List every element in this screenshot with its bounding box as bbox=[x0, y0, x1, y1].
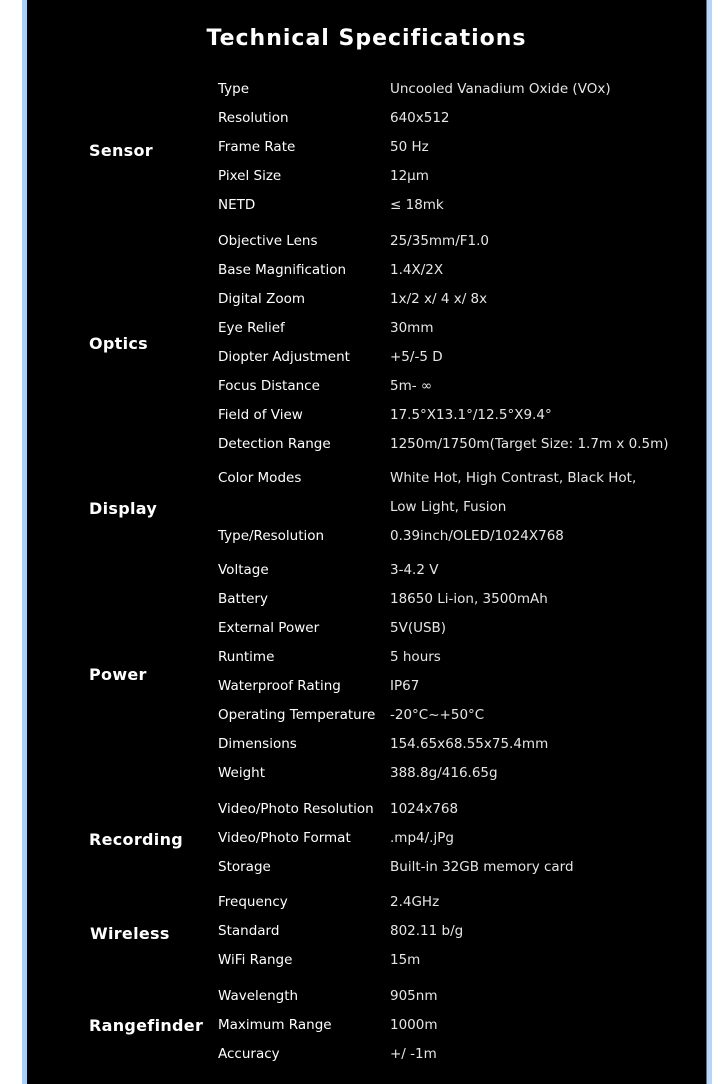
spec-key: Digital Zoom bbox=[218, 291, 305, 307]
spec-panel bbox=[27, 0, 706, 1084]
spec-value: IP67 bbox=[390, 678, 420, 694]
spec-key: Voltage bbox=[218, 562, 269, 578]
spec-value: 5V(USB) bbox=[390, 620, 447, 636]
spec-key: Video/Photo Format bbox=[218, 830, 351, 846]
spec-key: Waterproof Rating bbox=[218, 678, 341, 694]
spec-value: 15m bbox=[390, 952, 421, 968]
spec-value: 25/35mm/F1.0 bbox=[390, 233, 489, 249]
spec-key: Objective Lens bbox=[218, 233, 318, 249]
spec-value: +/ -1m bbox=[390, 1046, 437, 1062]
spec-key: Operating Temperature bbox=[218, 707, 376, 723]
group-label: Power bbox=[89, 665, 147, 684]
spec-key: Maximum Range bbox=[218, 1017, 332, 1033]
spec-value: 12μm bbox=[390, 168, 429, 184]
spec-value: 1.4X/2X bbox=[390, 262, 444, 278]
spec-key: Storage bbox=[218, 859, 271, 875]
spec-value: 1x/2 x/ 4 x/ 8x bbox=[390, 291, 488, 307]
spec-value: White Hot, High Contrast, Black Hot, bbox=[390, 470, 637, 486]
spec-key: Weight bbox=[218, 765, 266, 781]
spec-value: Uncooled Vanadium Oxide (VOx) bbox=[390, 81, 611, 97]
group-label: Sensor bbox=[89, 141, 153, 160]
spec-value: 154.65x68.55x75.4mm bbox=[390, 736, 549, 752]
spec-value: 5 hours bbox=[390, 649, 441, 665]
spec-value: 2.4GHz bbox=[390, 894, 440, 910]
spec-key: Wavelength bbox=[218, 988, 299, 1004]
spec-key: Base Magnification bbox=[218, 262, 347, 278]
spec-key: Frequency bbox=[218, 894, 288, 910]
spec-key: Type/Resolution bbox=[218, 528, 325, 544]
group-label: Recording bbox=[89, 830, 184, 849]
spec-value: 905nm bbox=[390, 988, 438, 1004]
spec-value: 640x512 bbox=[390, 110, 450, 126]
spec-value: 1024x768 bbox=[390, 801, 459, 817]
spec-value: 18650 Li-ion, 3500mAh bbox=[390, 591, 548, 607]
spec-key: Resolution bbox=[218, 110, 289, 126]
spec-key: Accuracy bbox=[218, 1046, 280, 1062]
spec-value: +5/-5 D bbox=[390, 349, 443, 365]
group-label: Wireless bbox=[90, 924, 170, 943]
spec-key: Dimensions bbox=[218, 736, 297, 752]
spec-key: NETD bbox=[218, 197, 256, 213]
spec-value: 50 Hz bbox=[390, 139, 429, 155]
spec-value: 388.8g/416.65g bbox=[390, 765, 498, 781]
spec-key: WiFi Range bbox=[218, 952, 293, 968]
spec-key: Battery bbox=[218, 591, 268, 607]
spec-key: Field of View bbox=[218, 407, 303, 423]
frame-edge-right bbox=[706, 0, 712, 1084]
spec-value: 1250m/1750m(Target Size: 1.7m x 0.5m) bbox=[390, 436, 669, 452]
page-title: Technical Specifications bbox=[206, 26, 527, 51]
spec-key: Eye Relief bbox=[218, 320, 285, 336]
spec-key: Type bbox=[218, 81, 250, 97]
spec-key: Standard bbox=[218, 923, 280, 939]
spec-key: Frame Rate bbox=[218, 139, 296, 155]
spec-key: Runtime bbox=[218, 649, 275, 665]
group-label: Display bbox=[89, 499, 158, 518]
spec-key: External Power bbox=[218, 620, 320, 636]
spec-value: 1000m bbox=[390, 1017, 438, 1033]
group-label: Rangefinder bbox=[89, 1016, 204, 1035]
spec-value: 0.39inch/OLED/1024X768 bbox=[390, 528, 564, 544]
spec-value: 17.5°X13.1°/12.5°X9.4° bbox=[390, 407, 552, 423]
spec-value-continued: Low Light, Fusion bbox=[390, 499, 507, 515]
spec-value: ≤ 18mk bbox=[390, 197, 444, 213]
spec-key: Pixel Size bbox=[218, 168, 282, 184]
spec-value: -20°C~+50°C bbox=[390, 707, 485, 723]
spec-value: 3-4.2 V bbox=[390, 562, 439, 578]
spec-key: Focus Distance bbox=[218, 378, 320, 394]
spec-value: .mp4/.jPg bbox=[390, 830, 454, 846]
spec-value: Built-in 32GB memory card bbox=[390, 859, 574, 875]
spec-value: 802.11 b/g bbox=[390, 923, 464, 939]
spec-key: Diopter Adjustment bbox=[218, 349, 350, 365]
spec-value: 5m- ∞ bbox=[390, 378, 433, 394]
group-label: Optics bbox=[89, 334, 148, 353]
spec-value: 30mm bbox=[390, 320, 434, 336]
spec-key: Detection Range bbox=[218, 436, 331, 452]
spec-key: Video/Photo Resolution bbox=[218, 801, 374, 817]
spec-key: Color Modes bbox=[218, 470, 302, 486]
